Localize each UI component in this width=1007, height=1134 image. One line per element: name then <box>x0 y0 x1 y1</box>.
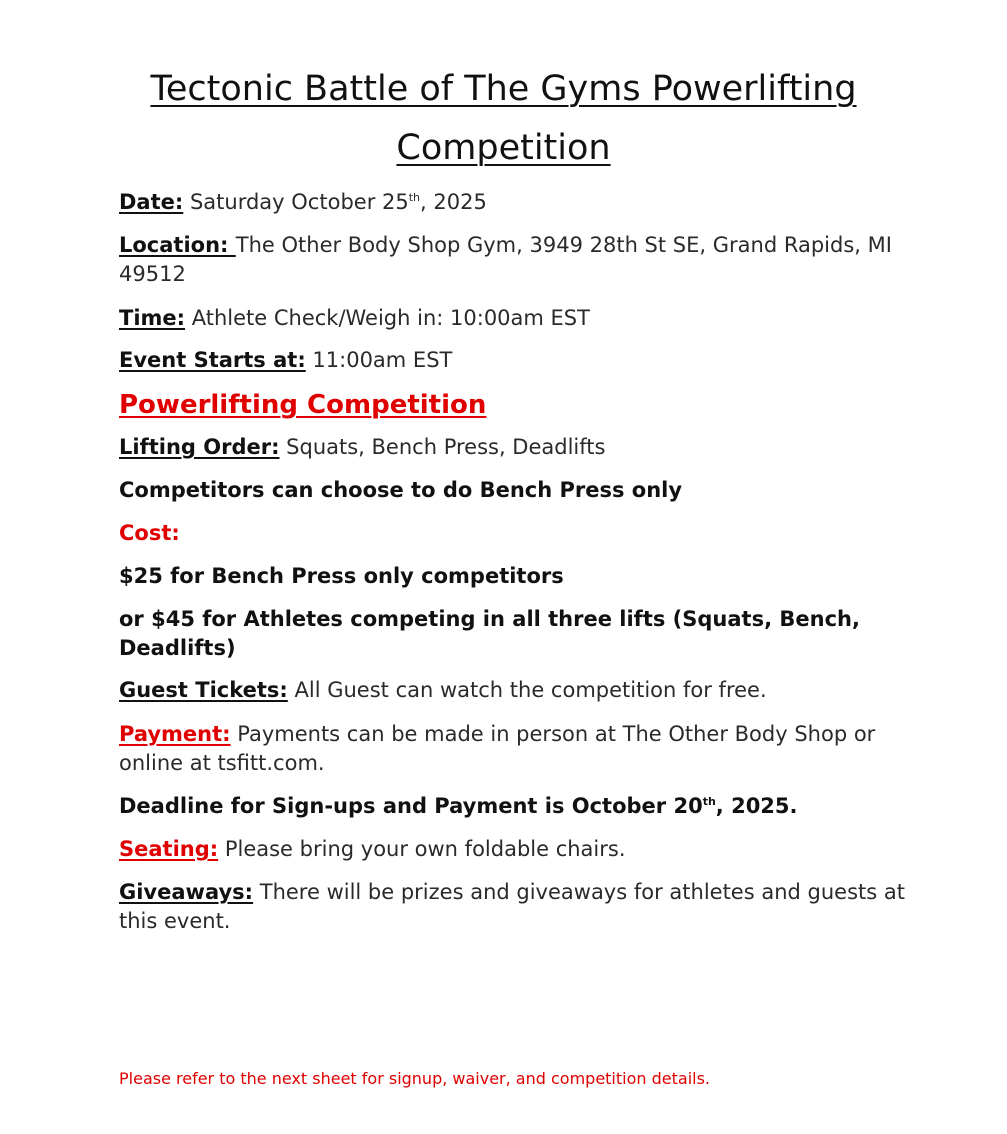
event-details <box>119 188 909 936</box>
guest-tickets-value: All Guest can watch the competition for free. <box>287 678 767 702</box>
cost-all-three: or $45 for Athletes competing in all three lifts (Squats, Bench, Deadlifts) <box>119 607 860 660</box>
deadline-year: , 2025. <box>715 794 798 818</box>
lifting-order-value: Squats, Bench Press, Deadlifts <box>279 435 606 459</box>
seating-value: Please bring your own foldable chairs. <box>218 837 626 861</box>
payment-row <box>119 720 909 778</box>
event-start-label: Event Starts at: <box>119 348 306 372</box>
giveaways-value: There will be prizes and giveaways for athletes and guests at this event. <box>119 880 905 933</box>
lifting-order-row <box>119 433 909 462</box>
event-start-value: 11:00am EST <box>305 348 453 372</box>
title-line-1: Tectonic Battle of The Gyms Powerlifting <box>150 69 857 109</box>
page-title <box>60 60 947 178</box>
date-row <box>119 188 909 217</box>
event-start-row <box>119 346 909 375</box>
time-label: Time: <box>119 306 186 330</box>
footer-note: Please refer to the next sheet for signup, waiver, and competition details. <box>119 1069 710 1088</box>
time-value: Athlete Check/Weigh in: 10:00am EST <box>185 306 590 330</box>
seating-label: Seating: <box>119 837 219 861</box>
bench-only-note: Competitors can choose to do Bench Press only <box>119 478 683 502</box>
deadline-note <box>119 792 909 821</box>
guest-tickets-row <box>119 676 909 705</box>
date-value-year: , 2025 <box>420 190 487 214</box>
location-label: Location: <box>119 233 236 257</box>
cost-label: Cost: <box>119 521 180 545</box>
location-row <box>119 231 909 289</box>
giveaways-row <box>119 878 909 936</box>
time-row <box>119 304 909 333</box>
payment-value: Payments can be made in person at The Other Body Shop or online at tsfitt.com. <box>119 722 876 775</box>
date-label: Date: <box>119 190 184 214</box>
deadline-suffix: th <box>702 795 716 808</box>
payment-label: Payment: <box>119 722 231 746</box>
date-value-main: Saturday October 25 <box>183 190 409 214</box>
deadline-main: Deadline for Sign-ups and Payment is October 20 <box>119 794 703 818</box>
giveaways-label: Giveaways: <box>119 880 254 904</box>
cost-bench-only: $25 for Bench Press only competitors <box>119 564 564 588</box>
lifting-order-label: Lifting Order: <box>119 435 280 459</box>
location-value: The Other Body Shop Gym, 3949 28th St SE, Grand Rapids, MI 49512 <box>119 233 892 286</box>
section-heading: Powerlifting Competition <box>119 390 487 420</box>
seating-row <box>119 835 909 864</box>
guest-tickets-label: Guest Tickets: <box>119 678 288 702</box>
date-value-suffix: th <box>408 191 421 204</box>
title-line-2: Competition <box>396 128 611 168</box>
